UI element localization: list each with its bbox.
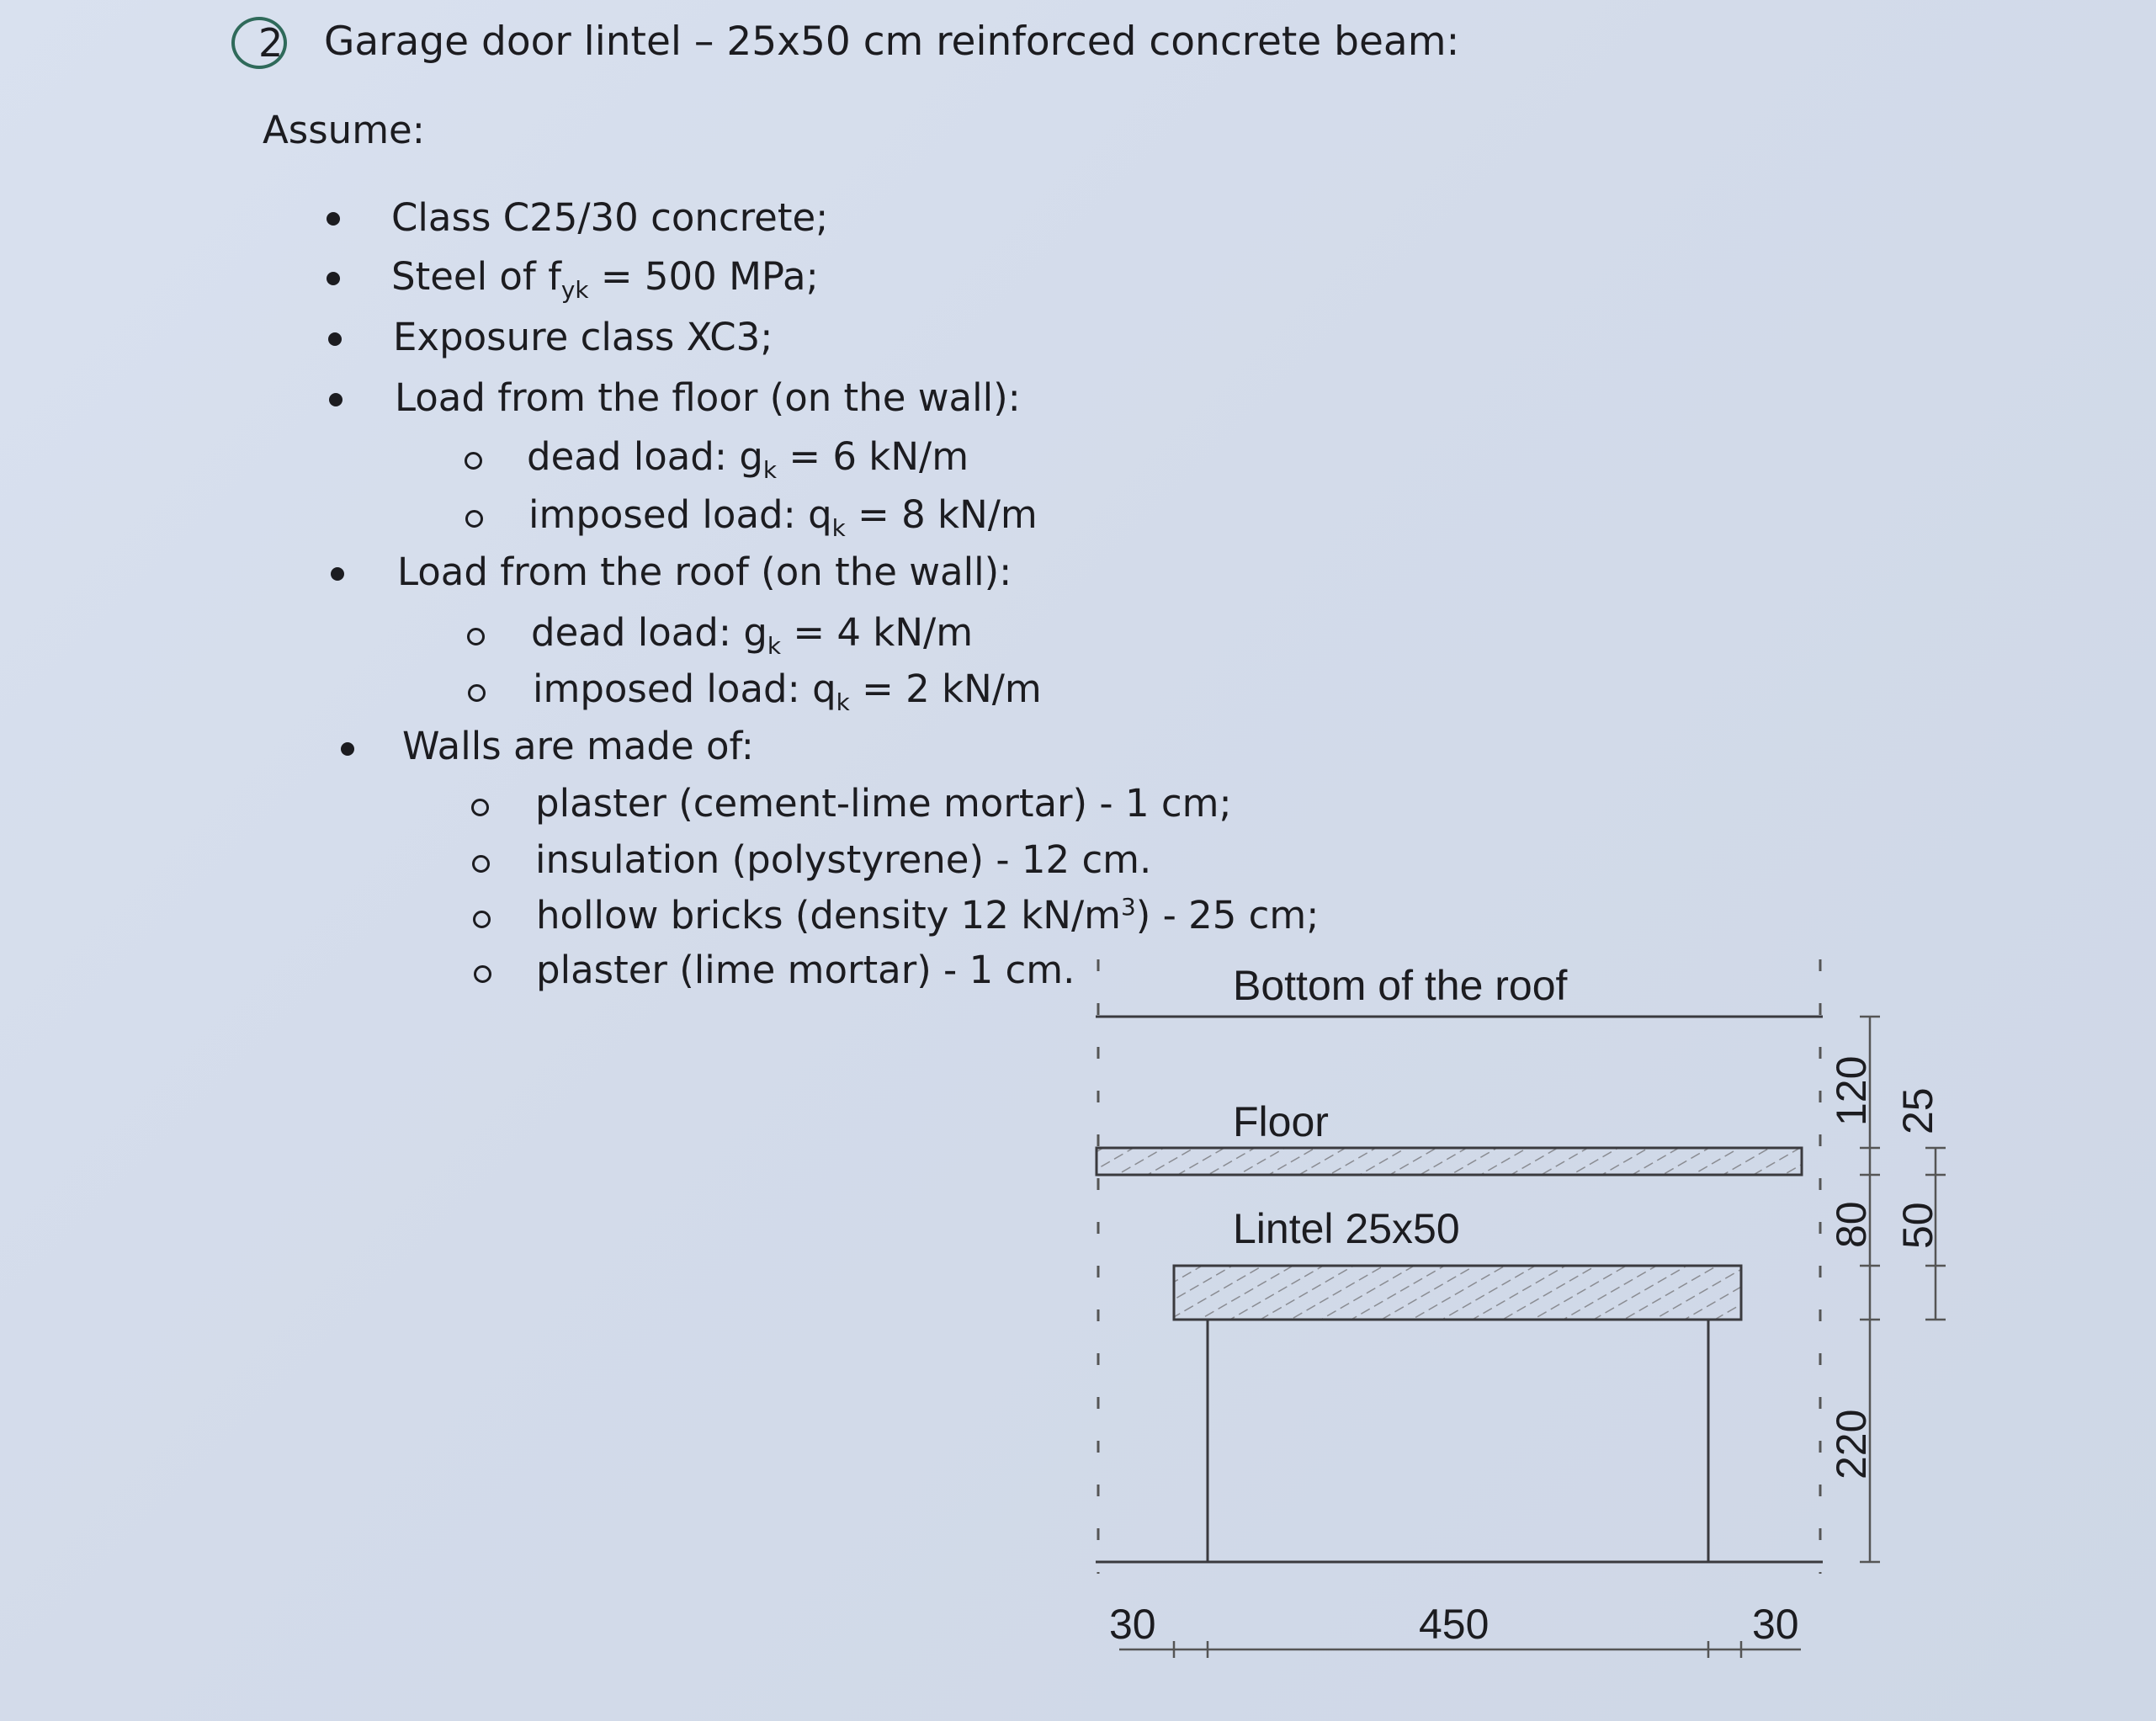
item-walls: Walls are made of: — [402, 724, 754, 768]
lintel-beam — [1174, 1266, 1741, 1320]
problem-number: 2 — [258, 20, 284, 66]
item-roof-imposed: imposed load: $q_k = 2$ kN/m — [533, 667, 1042, 716]
roof-label: Bottom of the roof — [1233, 962, 1568, 1009]
dim-120: 120 — [1828, 1055, 1875, 1126]
item-floor-imposed: imposed load: $q_k = 8$ kN/m — [528, 492, 1038, 542]
dim-220: 220 — [1828, 1409, 1875, 1479]
dim-80: 80 — [1828, 1201, 1875, 1248]
item-floor-dead: dead load: $g_k = 6$ kN/m — [527, 434, 969, 484]
floor-label: Floor — [1233, 1098, 1329, 1145]
item-roof-load: Load from the roof (on the wall): — [397, 550, 1012, 594]
dim-span-450: 450 — [1419, 1601, 1490, 1648]
item-steel: Steel of $f_{yk} = 500$ MPa; — [391, 254, 819, 304]
item-exposure: Exposure class XC3; — [393, 315, 773, 359]
item-concrete: Class C25/30 concrete; — [391, 195, 829, 240]
item-floor-load: Load from the floor (on the wall): — [395, 375, 1021, 420]
dim-50: 50 — [1894, 1202, 1941, 1249]
item-wall-bricks: hollow bricks (density 12 $kN/m^3) - 25$ cm; — [536, 893, 1320, 938]
problem-title: Garage door lintel – 25x50 cm reinforced concrete beam: — [324, 19, 1460, 65]
assume-label: Assume: — [263, 108, 425, 152]
floor-slab — [1097, 1148, 1802, 1175]
item-wall-plaster-cement: plaster (cement-lime mortar) - 1 cm; — [535, 781, 1232, 826]
item-wall-plaster-lime: plaster (lime mortar) - 1 cm. — [536, 948, 1075, 992]
item-roof-dead: dead load: $g_k = 4$ kN/m — [531, 610, 974, 660]
dim-25: 25 — [1894, 1087, 1941, 1134]
dim-left-30: 30 — [1109, 1601, 1156, 1648]
dim-right-30: 30 — [1752, 1601, 1799, 1648]
lintel-label: Lintel 25x50 — [1233, 1205, 1460, 1252]
item-wall-insulation: insulation (polystyrene) - 12 cm. — [535, 837, 1152, 882]
